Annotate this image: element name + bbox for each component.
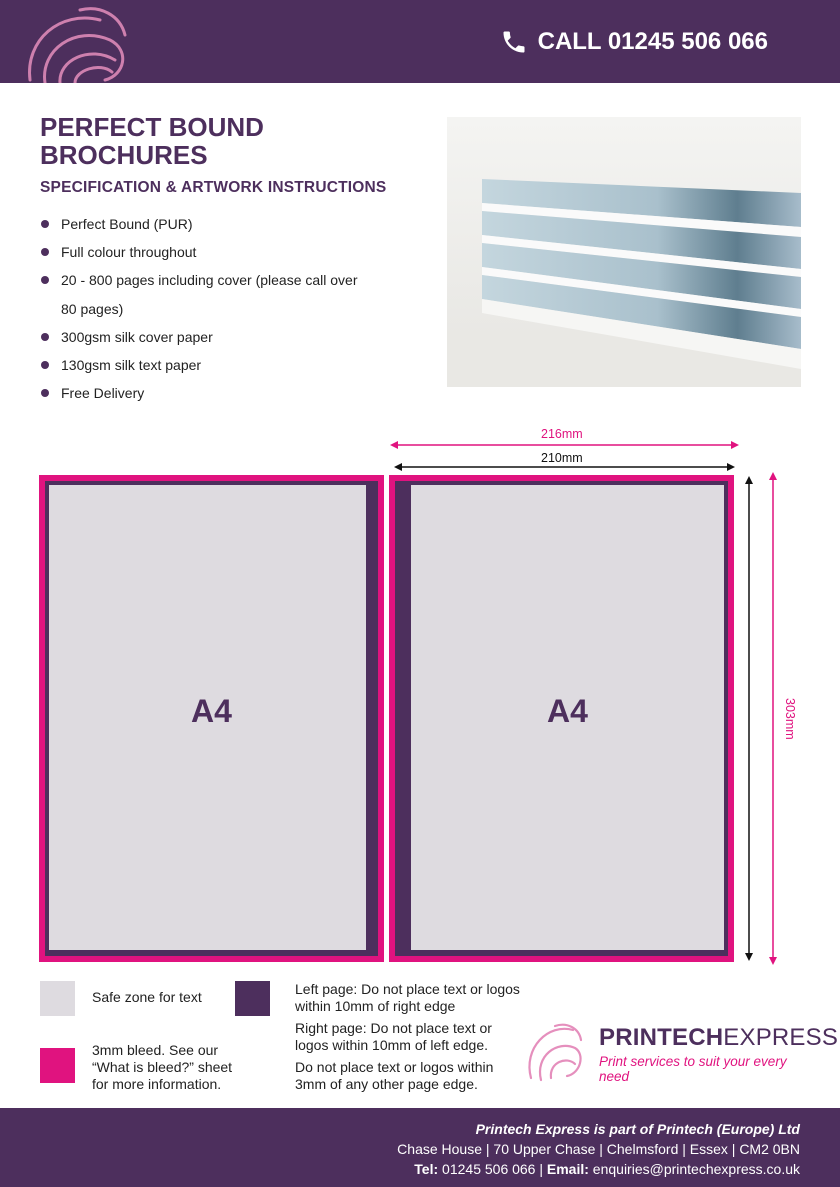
footer-email-link[interactable]: enquiries@printechexpress.co.uk [588, 1161, 800, 1177]
width-trim-label: 210mm [541, 451, 583, 465]
spec-item: 130gsm silk text paper [40, 351, 380, 379]
spec-item: Perfect Bound (PUR) [40, 210, 380, 238]
footer-address: Chase House | 70 Upper Chase | Chelmsford | Essex | CM2 0BN [397, 1141, 800, 1157]
spec-item: Full colour throughout [40, 238, 380, 266]
left-page-diagram [39, 475, 384, 962]
title-line-2: BROCHURES [40, 140, 208, 170]
safe-zone-swatch [40, 981, 75, 1016]
margin-text: Left page: Do not place text or logos within 10mm of right edge Right page: Do not place text or logos within 10mm of left edge. Do not place text or logos within 3mm of any other page edge. [295, 981, 520, 1092]
right-page-diagram [389, 475, 734, 962]
footer-bar [0, 1108, 840, 1187]
bleed-swatch [40, 1048, 75, 1083]
height-bleed-arrow [769, 472, 777, 965]
left-page-inner-margin [45, 481, 378, 956]
bleed-text: 3mm bleed. See our “What is bleed?” sheet for more information. [92, 1042, 233, 1092]
width-bleed-label: 216mm [541, 427, 583, 441]
safe-zone-text: Safe zone for text [92, 989, 202, 1005]
logo-tagline: Print services to suit your every need [599, 1054, 787, 1084]
printech-express-logo [523, 1018, 839, 1086]
height-bleed-label: 303mm [783, 698, 797, 740]
swirl-logo-icon [523, 1018, 585, 1084]
height-trim-arrow [745, 476, 753, 961]
page-subtitle: SPECIFICATION & ARTWORK INSTRUCTIONS [40, 179, 387, 196]
right-page-inner-margin [395, 481, 728, 956]
call-text: CALL 01245 506 066 [537, 28, 768, 55]
spec-item: 20 - 800 pages including cover (please call over [40, 266, 380, 294]
footer-phone[interactable]: 01245 506 066 | [438, 1161, 547, 1177]
width-bleed-arrow [390, 441, 739, 449]
spec-item-continuation: 80 pages) [61, 300, 124, 317]
spec-item: 300gsm silk cover paper [40, 323, 380, 351]
footer-contact: Tel: 01245 506 066 | Email: enquiries@printechexpress.co.uk [414, 1161, 800, 1177]
right-page-label: A4 [547, 693, 588, 729]
title-line-1: PERFECT BOUND [40, 112, 264, 142]
margin-swatch [235, 981, 270, 1016]
footer-company: Printech Express is part of Printech (Europe) Ltd [475, 1121, 800, 1137]
spec-item: Free Delivery [40, 379, 380, 407]
logo-brand: PRINTECHEXPRESS [599, 1024, 839, 1051]
left-page-label: A4 [191, 693, 232, 729]
